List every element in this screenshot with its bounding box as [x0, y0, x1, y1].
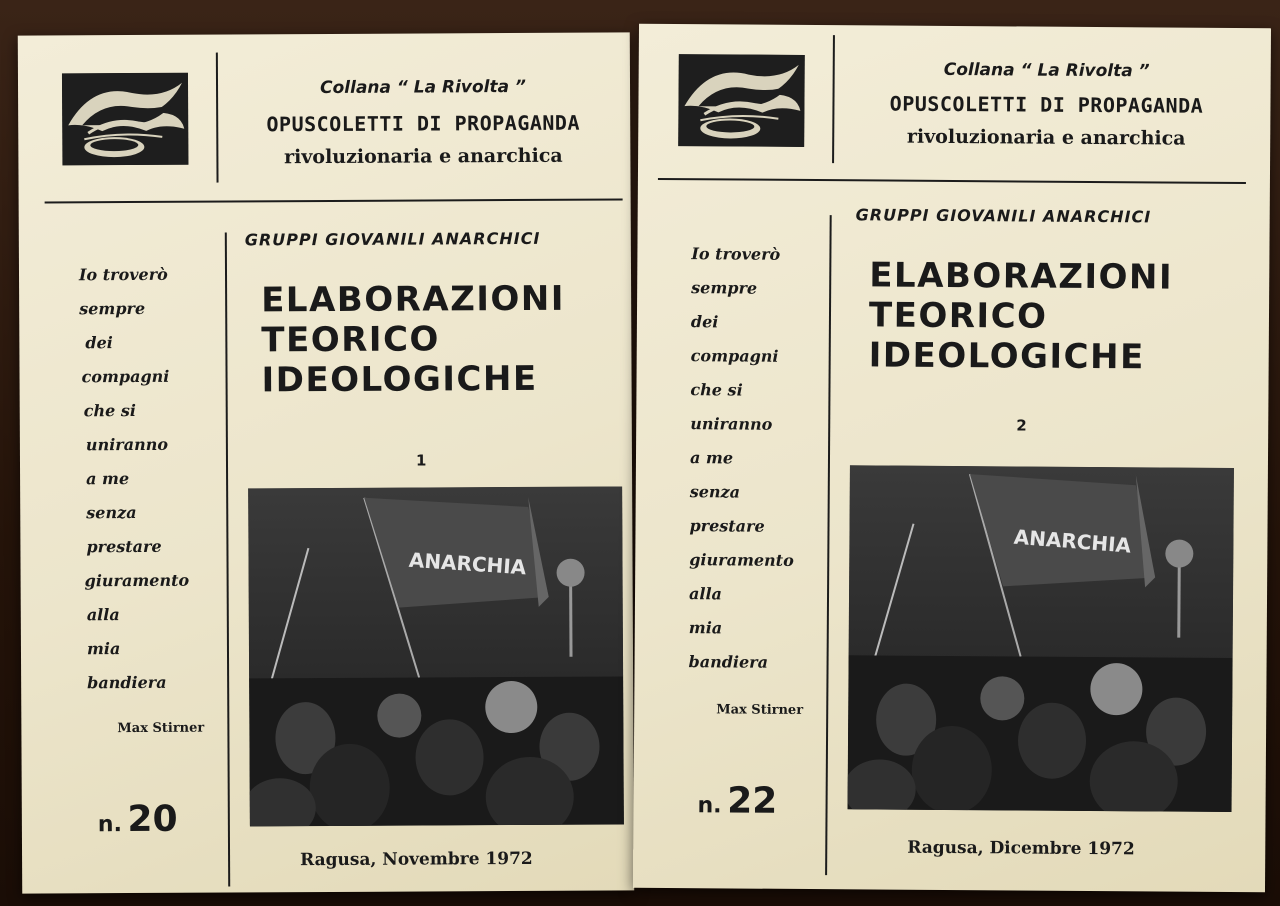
- header-divider-horizontal: [45, 198, 623, 203]
- title-line: IDEOLOGICHE: [868, 335, 1145, 378]
- series-title: OPUSCOLETTI DI PROPAGANDA: [889, 91, 1204, 118]
- quote-line: dei: [85, 333, 113, 353]
- quote-line: mia: [86, 639, 121, 659]
- quote-line: senza: [86, 502, 137, 523]
- header-divider-vertical: [832, 35, 835, 163]
- title-line: IDEOLOGICHE: [261, 358, 538, 401]
- quote-line: giuramento: [84, 570, 190, 591]
- series-title: OPUSCOLETTI DI PROPAGANDA: [266, 110, 581, 137]
- header-divider-horizontal: [658, 178, 1246, 184]
- booklet-cover-1: [18, 32, 634, 893]
- flag-text: ANARCHIA: [1012, 524, 1132, 558]
- column-divider: [225, 233, 230, 887]
- booklet-title: [261, 279, 565, 401]
- issue-prefix: n.: [697, 793, 722, 819]
- quote-author: Max Stirner: [716, 702, 804, 718]
- quote-line: uniranno: [690, 414, 773, 434]
- quote-line: mia: [688, 618, 723, 638]
- series-name: Collana “ La Rivolta ”: [943, 59, 1150, 82]
- quote-line: a me: [86, 469, 130, 489]
- quote-line: prestare: [86, 536, 162, 557]
- issue-number-value: 22: [727, 780, 778, 822]
- volume-number: 1: [415, 451, 427, 470]
- quote-line: Io troverò: [691, 244, 781, 264]
- series-subtitle: rivoluzionaria e anarchica: [906, 125, 1186, 150]
- title-line: TEORICO: [261, 319, 440, 361]
- quote-line: compagni: [690, 346, 779, 366]
- quote-line: sempre: [691, 278, 758, 298]
- quote-line: alla: [86, 605, 120, 625]
- volume-number: 2: [1016, 416, 1027, 435]
- demonstration-photo: [248, 486, 624, 826]
- quote-line: bandiera: [87, 672, 167, 693]
- issue-number: [98, 799, 178, 840]
- demonstration-photo: [848, 465, 1234, 812]
- publisher-group: GRUPPI GIOVANILI ANARCHICI: [244, 228, 541, 250]
- place-date: Ragusa, Novembre 1972: [300, 848, 533, 871]
- quote-line: uniranno: [85, 434, 169, 455]
- title-line: TEORICO: [868, 295, 1048, 337]
- booklet-cover-2: [633, 24, 1271, 892]
- quote-line: giuramento: [689, 550, 794, 570]
- publisher-group: GRUPPI GIOVANILI ANARCHICI: [855, 205, 1152, 227]
- torch-flame-logo-icon: [678, 54, 805, 147]
- issue-number: [697, 780, 777, 822]
- series-subtitle: rivoluzionaria e anarchica: [284, 144, 563, 169]
- quote-line: dei: [690, 312, 719, 332]
- quote-line: alla: [688, 584, 723, 604]
- quote-line: sempre: [79, 298, 146, 319]
- quote-line: bandiera: [688, 652, 769, 672]
- quote-line: Io troverò: [78, 264, 168, 285]
- quote-line: senza: [689, 482, 741, 502]
- flag-text: ANARCHIA: [408, 547, 527, 580]
- issue-number-value: 20: [127, 798, 178, 841]
- quote-author: Max Stirner: [117, 720, 205, 737]
- column-divider: [825, 215, 832, 875]
- issue-prefix: n.: [97, 812, 122, 838]
- quote-line: che si: [690, 380, 743, 400]
- series-name: Collana “ La Rivolta ”: [320, 76, 527, 99]
- header-divider-vertical: [216, 53, 219, 183]
- place-date: Ragusa, Dicembre 1972: [907, 837, 1135, 860]
- quote-line: che si: [83, 400, 136, 421]
- torch-flame-logo-icon: [62, 73, 188, 166]
- quote-line: prestare: [689, 516, 765, 536]
- quote-line: a me: [689, 448, 734, 468]
- title-line: ELABORAZIONI: [261, 278, 566, 321]
- title-line: ELABORAZIONI: [869, 255, 1174, 298]
- quote-line: compagni: [81, 366, 170, 387]
- booklet-title: [869, 255, 1174, 377]
